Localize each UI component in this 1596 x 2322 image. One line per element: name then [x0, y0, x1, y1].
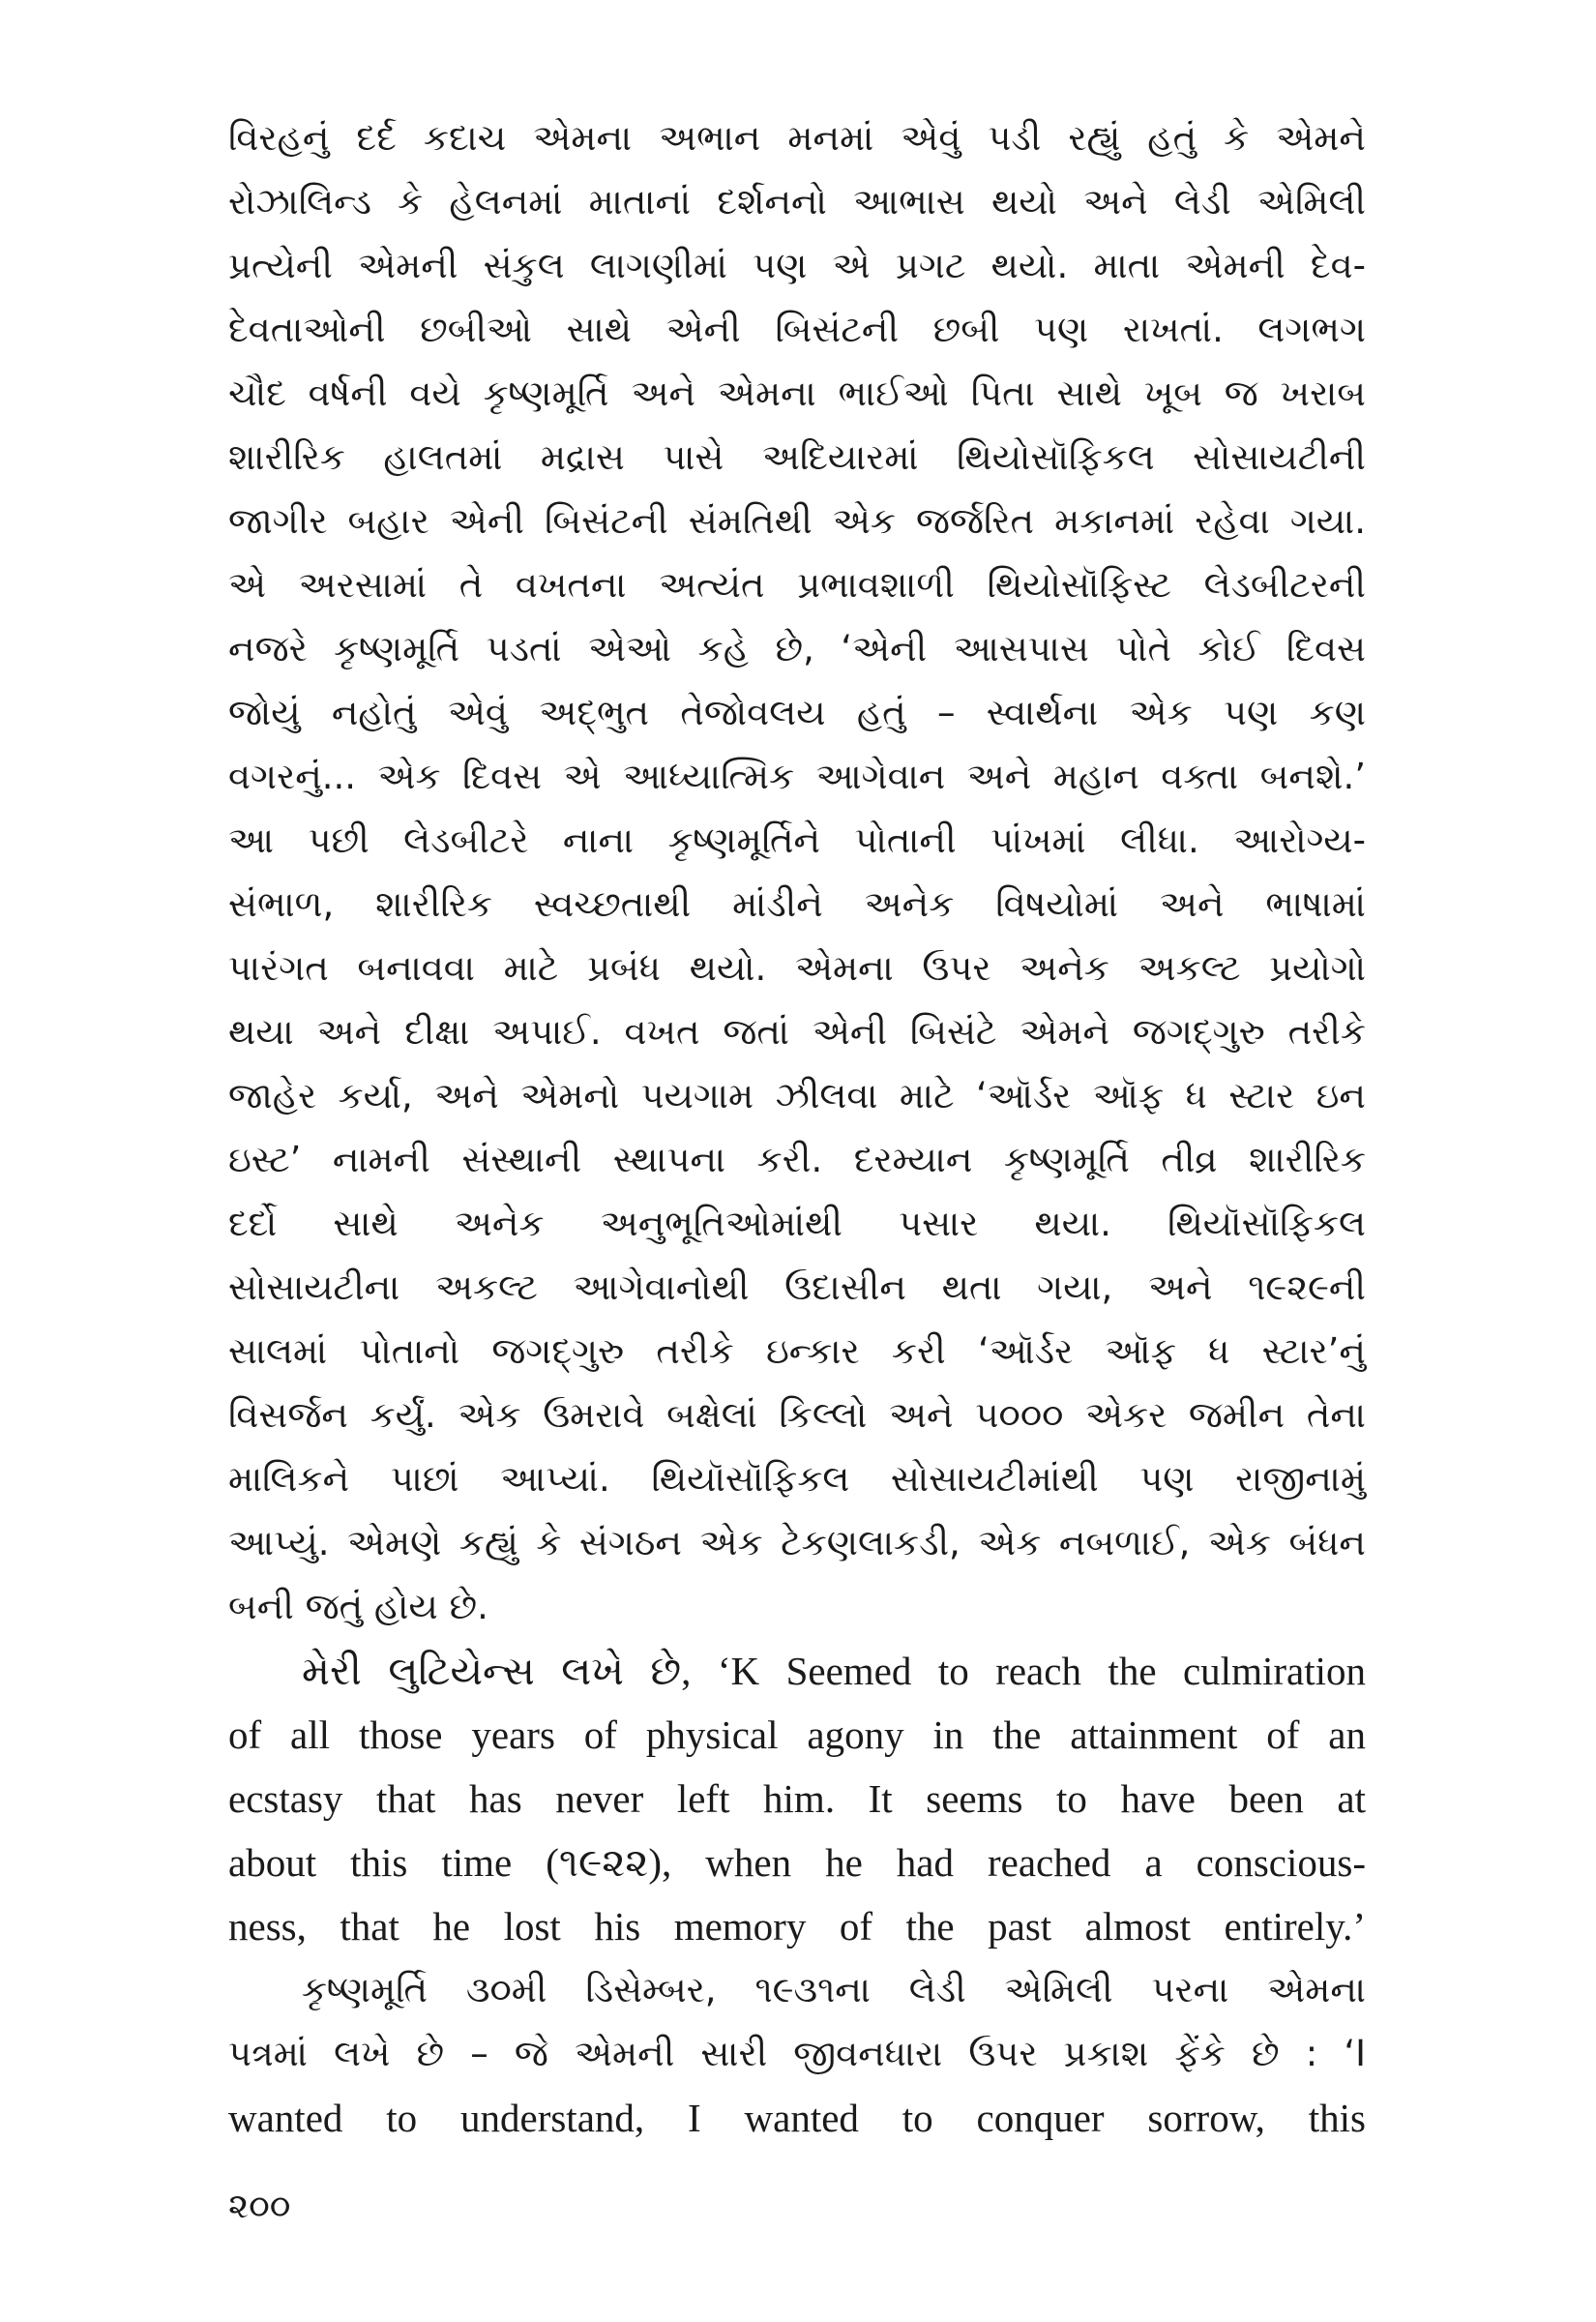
text-line: પ્રત્યેની એમની સંકુલ લાગણીમાં પણ એ પ્રગટ થયો. માતા એમની દેવ-: [228, 245, 1366, 286]
text-line: થયા અને દીક્ષા અપાઈ. વખત જતાં એની બિસંટે એમને જગદ્‌ગુરુ તરીકે: [228, 1011, 1366, 1053]
page-body: [228, 106, 1366, 2150]
page-number: ૨૦૦: [228, 2187, 291, 2226]
text-line: ness, that he lost his memory of the past almost entirely.’: [228, 1904, 1366, 1949]
paragraph-3: [228, 1958, 1366, 2150]
text-line: of all those years of physical agony in the attainment of an: [228, 1712, 1366, 1757]
text-line: સોસાયટીના અકલ્ટ આગેવાનોથી ઉદાસીન થતા ગયા, અને ૧૯૨૯ની: [228, 1266, 1366, 1308]
text-line: વિરહનું દર્દ કદાચ એમના અભાન મનમાં એવું પડી રહ્યું હતું કે એમને: [228, 117, 1366, 159]
text-line: જાહેર કર્યા, અને એમનો પયગામ ઝીલવા માટે ‘ઑર્ડર ઑફ ધ સ્ટાર ઇન: [228, 1075, 1366, 1116]
text-line: કૃષ્ણમૂર્તિ ૩૦મી ડિસેમ્બર, ૧૯૩૧ના લેડી એમિલી પરના એમના: [302, 1969, 1366, 2010]
text-line: આપ્યું. એમણે કહ્યું કે સંગઠન એક ટેકણલાકડી, એક નબળાઈ, એક બંધન: [228, 1522, 1366, 1563]
text-line: દર્દો સાથે અનેક અનુભૂતિઓમાંથી પસાર થયા. થિયૉસૉફિકલ: [228, 1203, 1366, 1244]
paragraph-1: [228, 106, 1366, 1639]
text-line: ecstasy that has never left him. It seems to have been at: [228, 1776, 1366, 1821]
text-line: મેરી લુટિયેન્સ લખે છે, ‘K Seemed to reach the culmiration: [302, 1649, 1366, 1693]
text-line: માલિકને પાછાં આપ્યાં. થિયૉસૉફિકલ સોસાયટીમાંથી પણ રાજીનામું: [228, 1458, 1366, 1500]
text-line: જોયું નહોતું એવું અદ્‌ભુત તેજોવલય હતું – સ્વાર્થના એક પણ કણ: [228, 692, 1366, 733]
text-line: ઇસ્ટ’ નામની સંસ્થાની સ્થાપના કરી. દરમ્યાન કૃષ્ણમૂર્તિ તીવ્ર શારીરિક: [228, 1139, 1366, 1180]
text-line: વિસર્જન કર્યું. એક ઉમરાવે બક્ષેલાં કિલ્લો અને ૫૦૦૦ એકર જમીન તેના: [228, 1394, 1366, 1436]
text-line: રોઝાલિન્ડ કે હેલનમાં માતાનાં દર્શનનો આભાસ થયો અને લેડી એમિલી: [228, 181, 1366, 223]
paragraph-2: [228, 1639, 1366, 1958]
text-line: આ પછી લેડબીટરે નાના કૃષ્ણમૂર્તિને પોતાની પાંખમાં લીધા. આરોગ્ય-: [228, 819, 1366, 861]
text-line: સાલમાં પોતાનો જગદ્‌ગુરુ તરીકે ઇન્કાર કરી ‘ઑર્ડર ઑફ ધ સ્ટાર’નું: [228, 1330, 1366, 1372]
text-line: વગરનું... એક દિવસ એ આધ્યાત્મિક આગેવાન અને મહાન વક્તા બનશે.’: [228, 756, 1366, 797]
text-line: એ અરસામાં તે વખતના અત્યંત પ્રભાવશાળી થિયોસૉફિસ્ટ લેડબીટરની: [228, 564, 1366, 606]
text-line: wanted to understand, I wanted to conquer sorrow, this: [228, 2096, 1366, 2140]
text-line: પત્રમાં લખે છે – જે એમની સારી જીવનધારા ઉપર પ્રકાશ ફેંકે છે : ‘I: [228, 2033, 1366, 2074]
text-line: ચૌદ વર્ષની વયે કૃષ્ણમૂર્તિ અને એમના ભાઈઓ પિતા સાથે ખૂબ જ ખરાબ: [228, 372, 1366, 414]
text-line: સંભાળ, શારીરિક સ્વચ્છતાથી માંડીને અનેક વિષયોમાં અને ભાષામાં: [228, 883, 1366, 925]
text-line: about this time (૧૯૨૨), when he had reached a conscious-: [228, 1840, 1366, 1885]
text-line: દેવતાઓની છબીઓ સાથે એની બિસંટની છબી પણ રાખતાં. લગભગ: [228, 309, 1366, 350]
text-line: જાગીર બહાર એની બિસંટની સંમતિથી એક જર્જરિત મકાનમાં રહેવા ગયા.: [228, 500, 1366, 542]
text-line: બની જતું હોય છે.: [228, 1586, 488, 1627]
text-line: પારંગત બનાવવા માટે પ્રબંધ થયો. એમના ઉપર અનેક અકલ્ટ પ્રયોગો: [228, 947, 1366, 989]
text-line: નજરે કૃષ્ણમૂર્તિ પડતાં એઓ કહે છે, ‘એની આસપાસ પોતે કોઈ દિવસ: [228, 628, 1366, 670]
text-line: શારીરિક હાલતમાં મદ્રાસ પાસે અદિયારમાં થિયોસૉફિકલ સોસાયટીની: [228, 436, 1366, 478]
